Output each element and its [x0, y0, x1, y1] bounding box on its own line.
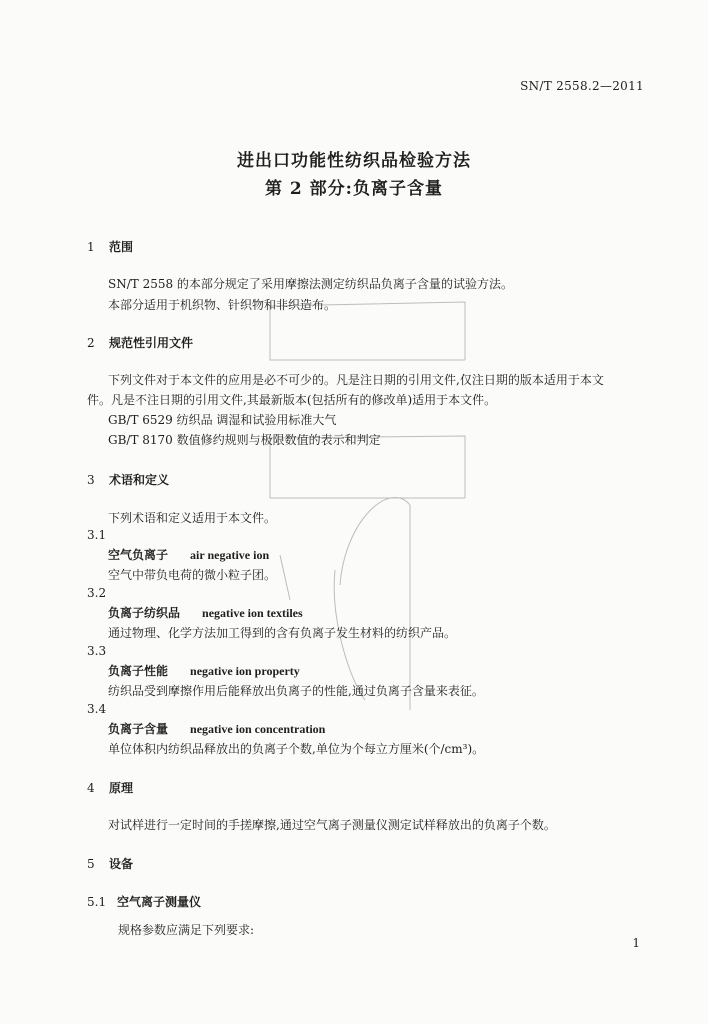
section-title: 规范性引用文件	[109, 336, 194, 350]
section-number: 3	[87, 473, 95, 487]
paragraph: 本部分适用于机织物、针织物和非织造布。	[108, 298, 337, 312]
term-zh: 负离子纺织品	[108, 606, 181, 620]
section-number: 1	[87, 240, 95, 254]
term-en: negative ion concentration	[190, 722, 326, 736]
paragraph: 对试样进行一定时间的手搓摩擦,通过空气离子测量仪测定试样释放出的负离子个数。	[108, 818, 556, 832]
term-number: 3.1	[87, 528, 107, 542]
term-heading	[108, 546, 269, 563]
section-heading-scope	[87, 238, 133, 255]
term-en: negative ion textiles	[202, 606, 303, 620]
paragraph: 下列术语和定义适用于本文件。	[108, 511, 277, 525]
document-title: 进出口功能性纺织品检验方法	[237, 151, 471, 171]
term-definition: 通过物理、化学方法加工得到的含有负离子发生材料的纺织产品。	[108, 626, 457, 640]
section-number: 4	[87, 781, 95, 795]
reference-item: GB/T 8170 数值修约规则与极限数值的表示和判定	[108, 433, 381, 447]
paragraph: 件。凡是不注日期的引用文件,其最新版本(包括所有的修改单)适用于本文件。	[87, 393, 497, 407]
page-number: 1	[632, 936, 640, 950]
subsection-heading-ion-meter	[87, 893, 201, 910]
term-heading	[108, 604, 303, 621]
term-number: 3.4	[87, 702, 107, 716]
section-title: 原理	[109, 781, 134, 795]
paragraph: 规格参数应满足下列要求:	[118, 923, 255, 937]
subsection-number: 5.1	[87, 895, 107, 909]
term-number: 3.2	[87, 586, 107, 600]
term-heading	[108, 720, 325, 737]
document-subtitle: 第 2 部分:负离子含量	[265, 179, 443, 199]
section-number: 5	[87, 857, 95, 871]
term-definition: 空气中带负电荷的微小粒子团。	[108, 568, 277, 582]
paragraph: 下列文件对于本文件的应用是必不可少的。凡是注日期的引用文件,仅注日期的版本适用于本文	[108, 373, 604, 387]
subsection-title: 空气离子测量仪	[117, 895, 202, 909]
term-zh: 空气负离子	[108, 548, 169, 562]
term-number: 3.3	[87, 644, 107, 658]
section-title: 范围	[109, 240, 134, 254]
section-number: 2	[87, 336, 95, 350]
term-en: negative ion property	[190, 664, 300, 678]
section-heading-principle	[87, 779, 133, 796]
section-heading-apparatus	[87, 855, 133, 872]
term-heading	[108, 662, 300, 679]
term-zh: 负离子性能	[108, 664, 169, 678]
section-title: 设备	[109, 857, 134, 871]
term-zh: 负离子含量	[108, 722, 169, 736]
paragraph: SN/T 2558 的本部分规定了采用摩擦法测定纺织品负离子含量的试验方法。	[108, 277, 513, 291]
section-title: 术语和定义	[109, 473, 170, 487]
reference-item: GB/T 6529 纺织品 调湿和试验用标准大气	[108, 413, 337, 427]
term-definition: 纺织品受到摩擦作用后能释放出负离子的性能,通过负离子含量来表征。	[108, 684, 484, 698]
term-en: air negative ion	[190, 548, 270, 562]
section-heading-terms	[87, 471, 169, 488]
standard-code: SN/T 2558.2—2011	[520, 79, 644, 93]
section-heading-normative-references	[87, 334, 193, 351]
term-definition: 单位体积内纺织品释放出的负离子个数,单位为个每立方厘米(个/cm³)。	[108, 742, 485, 756]
